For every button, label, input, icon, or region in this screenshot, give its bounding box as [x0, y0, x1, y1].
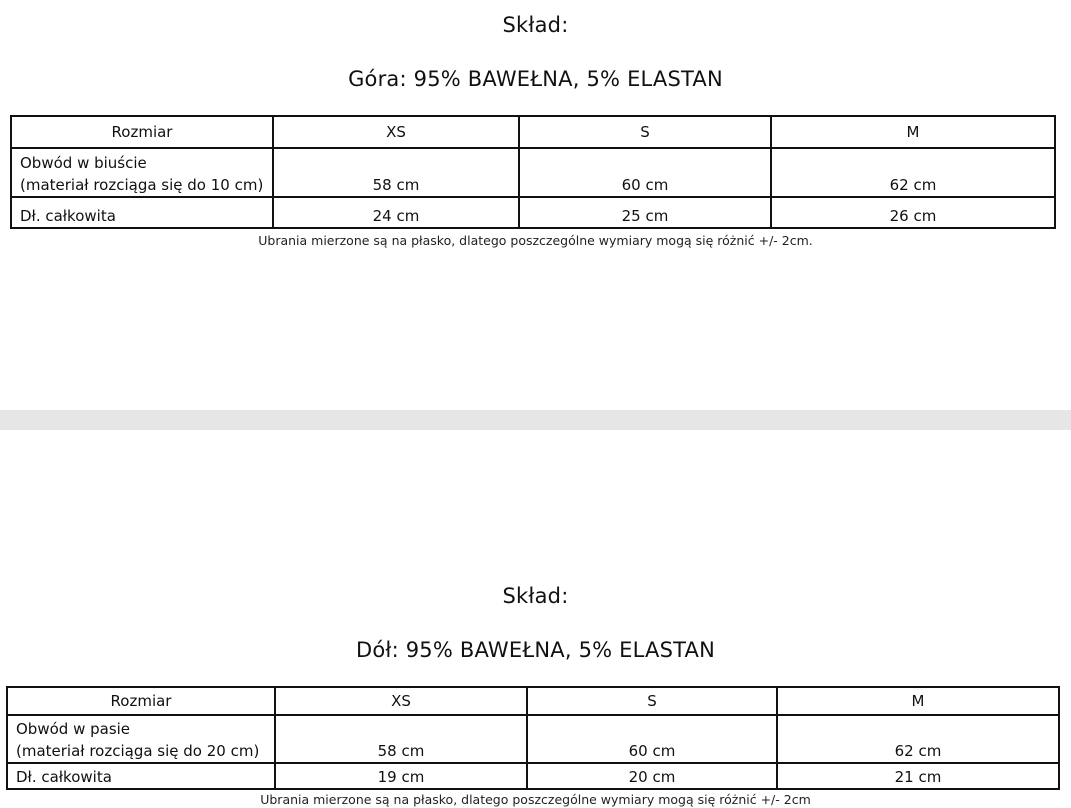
header-m: M [771, 116, 1055, 148]
table-header-row [11, 116, 1055, 148]
bottom-section-title: Skład: [502, 584, 569, 608]
row-label-length: Dł. całkowita [7, 763, 275, 789]
row-label-line1: Obwód w pasie [16, 720, 131, 738]
table-row [7, 763, 1059, 789]
bottom-composition: Dół: 95% BAWEŁNA, 5% ELASTAN [356, 638, 715, 662]
row-label-line2: (materiał rozciąga się do 20 cm) [16, 742, 260, 760]
header-size: Rozmiar [7, 687, 275, 715]
row-label-bust [11, 148, 273, 197]
cell-value: 21 cm [777, 763, 1059, 789]
top-section-title: Skład: [502, 13, 569, 37]
bottom-size-table [6, 686, 1060, 790]
top-composition: Góra: 95% BAWEŁNA, 5% ELASTAN [348, 67, 723, 91]
table-row [11, 148, 1055, 197]
cell-value: 62 cm [777, 715, 1059, 763]
row-label-length: Dł. całkowita [11, 197, 273, 228]
cell-value: 58 cm [273, 148, 519, 197]
header-s: S [519, 116, 771, 148]
table-row [7, 715, 1059, 763]
cell-value: 24 cm [273, 197, 519, 228]
top-size-table [10, 115, 1056, 229]
header-xs: XS [273, 116, 519, 148]
cell-value: 19 cm [275, 763, 527, 789]
cell-value: 60 cm [519, 148, 771, 197]
top-measurement-note: Ubrania mierzone są na płasko, dlatego poszczególne wymiary mogą się różnić +/- 2cm. [258, 233, 813, 248]
table-header-row [7, 687, 1059, 715]
cell-value: 26 cm [771, 197, 1055, 228]
header-m: M [777, 687, 1059, 715]
bottom-measurement-note: Ubrania mierzone są na płasko, dlatego poszczególne wymiary mogą się różnić +/- 2cm [260, 792, 811, 807]
header-s: S [527, 687, 777, 715]
cell-value: 62 cm [771, 148, 1055, 197]
header-xs: XS [275, 687, 527, 715]
section-divider [0, 410, 1071, 430]
row-label-line1: Obwód w biuście [20, 154, 147, 172]
header-size: Rozmiar [11, 116, 273, 148]
cell-value: 25 cm [519, 197, 771, 228]
cell-value: 20 cm [527, 763, 777, 789]
row-label-line2: (materiał rozciąga się do 10 cm) [20, 176, 264, 194]
cell-value: 60 cm [527, 715, 777, 763]
cell-value: 58 cm [275, 715, 527, 763]
row-label-waist [7, 715, 275, 763]
table-row [11, 197, 1055, 228]
